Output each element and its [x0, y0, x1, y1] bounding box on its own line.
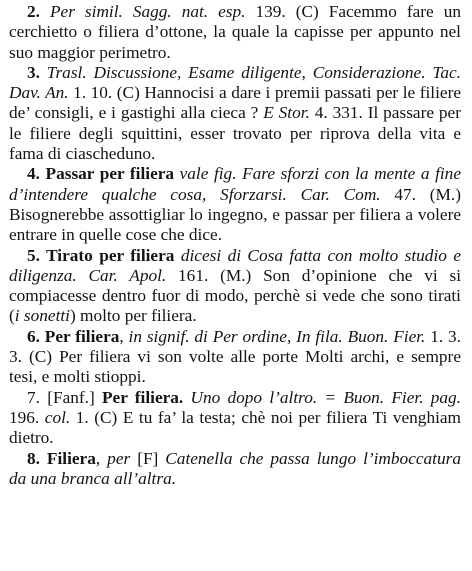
entry-8: [9, 449, 461, 490]
definition-gloss: per: [107, 448, 131, 468]
headword: 8. Filiera: [27, 448, 96, 468]
entry-number: 3.: [27, 62, 47, 82]
citation: Per simil. Sagg. nat. esp.: [49, 2, 246, 21]
entry-6: [9, 327, 461, 388]
entry-3: [9, 63, 461, 164]
entry-7: [9, 388, 461, 449]
definition-text: 1. 3. 3. (C) Per filiera vi son volte alle porte Molti archi, e sempre tesi, e molti stioppi.: [9, 326, 462, 387]
gloss-note: i sonetti: [14, 306, 70, 326]
definition-text: 47. (M.) Bisognerebbe assottigliar lo ingegno, e passar per filiera a volere entrare in quelle cose che dice.: [9, 184, 461, 245]
definition-gloss: vale fig. Fare sforzi con la mente a fine d’intendere qualche cosa, Sforzarsi. Car. Com.: [9, 164, 461, 204]
headword: 6. Per filiera: [27, 326, 120, 346]
source-tag: [F]: [130, 448, 166, 468]
headword: Per filiera.: [101, 387, 184, 407]
headword: 5. Tirato per filiera: [27, 245, 175, 265]
entry-4: [9, 164, 461, 245]
definition-gloss: dicesi di Cosa fatta con molto studio e diligenza. Car. Apol.: [9, 245, 461, 285]
definition-text: 161. (M.) Son d’opinione che vi si compiacesse dentro fuor di modo, perchè si vede che sono tirati (: [9, 265, 461, 326]
definition-text: 1. 10. (C) Hannocisi a dare i premii passati per le filiere de’ consigli, e i gastighi alla cieca ?: [9, 83, 462, 123]
entry-2: [9, 2, 461, 63]
page-ref: 196.: [9, 407, 45, 427]
punctuation: ,: [119, 326, 129, 346]
definition-gloss: Trasl. Discussione, Esame diligente, Considerazione. Tac. Dav. An.: [9, 62, 461, 103]
headword: 4. Passar per filiera: [27, 164, 175, 184]
entry-number: 2.: [27, 2, 50, 21]
definition-gloss: Catenella che passa lungo l’imboccatura da una branca all’altra.: [9, 448, 461, 488]
definition-text: 4. 331. Il passare per le filiere degli squittini, esser trovato per riprova della vita e fama di ciascheduno.: [9, 103, 461, 164]
citation: E Stor.: [263, 103, 310, 123]
definition-text: 139. (C) Facemmo fare un cerchietto o filiera d’ottone, la quale la capisse per appunto nel suo maggior perimetro.: [9, 2, 461, 62]
punctuation: ,: [95, 448, 108, 468]
definition-text: ) molto per filiera.: [69, 306, 197, 326]
definition-gloss: Uno dopo l’altro. = Buon. Fier. pag.: [183, 387, 461, 407]
entry-5: [9, 246, 461, 327]
entry-number: 7. [Fanf.]: [27, 387, 102, 407]
definition-gloss: in signif. di Per ordine, In fila. Buon. Fier.: [128, 326, 426, 346]
definition-text: 1. (C) E tu fa’ la testa; chè noi per filiera Ti venghiam dietro.: [9, 407, 461, 448]
citation: col.: [44, 407, 71, 427]
